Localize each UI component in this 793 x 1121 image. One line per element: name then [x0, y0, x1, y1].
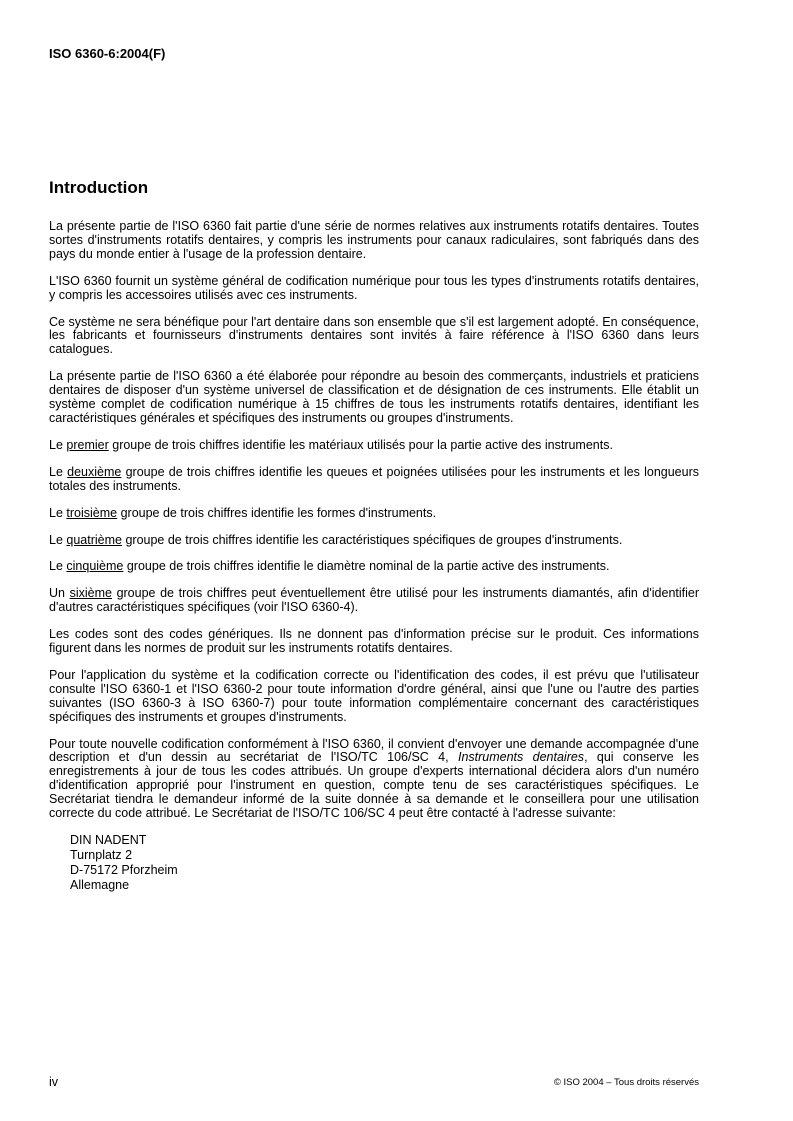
main-content [49, 220, 699, 893]
underlined-term: quatrième [66, 532, 122, 547]
address-block [70, 833, 699, 893]
paragraph: La présente partie de l'ISO 6360 a été élaborée pour répondre au besoin des commerçants, industriels et praticiens dentaires de disposer d'un système universel de classification et de désignation de ces instruments. Elle établit un système complet de codification numérique à 15 chiffres de tous les instruments rotatifs dentaires, identifiant les caractéristiques générales et spécifiques des instruments ou groupes d'instruments. [49, 369, 699, 425]
address-line: D-75172 Pforzheim [70, 863, 178, 877]
paragraph: Le premier groupe de trois chiffres identifie les matériaux utilisés pour la partie active des instruments. [49, 437, 613, 452]
paragraph: Le troisième groupe de trois chiffres identifie les formes d'instruments. [49, 505, 437, 520]
underlined-term: cinquième [66, 559, 124, 574]
page-number: iv [49, 1075, 59, 1089]
underlined-term: deuxième [67, 464, 122, 479]
address-line: Turnplatz 2 [70, 848, 133, 862]
underlined-term: troisième [66, 505, 118, 520]
page-title: Introduction [49, 178, 149, 197]
paragraph: Pour toute nouvelle codification conformément à l'ISO 6360, il convient d'envoyer une demande accompagnée d'une description et d'un dessin au secrétariat de l'ISO/TC 106/SC 4, Instruments dentaires, qui conserve les enregistrements à jour de tous les codes attribués. Un groupe d'experts international décidera alors d'un numéro d'identification approprié pour l'instrument en question, compte tenu de ses caractéristiques spécifiques. Le Secrétariat tiendra le demandeur informé de la suite donnée à sa demande et le conseillera pour une utilisation correcte du code attribué. Le Secrétariat de l'ISO/TC 106/SC 4 peut être contacté à l'adresse suivante: [49, 736, 699, 821]
address-line: Allemagne [70, 878, 130, 892]
italic-title: Instruments dentaires [457, 750, 585, 765]
copyright-notice: © ISO 2004 – Tous droits réservés [553, 1077, 699, 1088]
address-line: DIN NADENT [70, 833, 147, 847]
paragraph: La présente partie de l'ISO 6360 fait partie d'une série de normes relatives aux instruments rotatifs dentaires. Toutes sortes d'instruments rotatifs dentaires, y compris les instruments pour canaux radiculaires, sont fabriqués dans des pays du monde entier à l'usage de la profession dentaire. [49, 219, 699, 261]
document-id: ISO 6360-6:2004(F) [49, 46, 166, 61]
paragraph: Le deuxième groupe de trois chiffres identifie les queues et poignées utilisées pour les instruments et les longueurs totales des instruments. [49, 464, 699, 493]
paragraph: Le cinquième groupe de trois chiffres identifie le diamètre nominal de la partie active des instruments. [49, 559, 610, 574]
paragraph: Ce système ne sera bénéfique pour l'art dentaire dans son ensemble que s'il est largement adopté. En conséquence, les fabricants et fournisseurs d'instruments dentaires sont invités à faire référence à l'ISO 6360 dans leurs catalogues. [49, 314, 699, 357]
paragraph: Le quatrième groupe de trois chiffres identifie les caractéristiques spécifiques de groupes d'instruments. [49, 532, 623, 547]
paragraph: L'ISO 6360 fournit un système général de codification numérique pour tous les types d'instruments rotatifs dentaires, y compris les accessoires utilisés avec ces instruments. [49, 273, 699, 302]
underlined-term: sixième [69, 586, 112, 601]
paragraph: Un sixième groupe de trois chiffres peut éventuellement être utilisé pour les instruments diamantés, afin d'identifier d'autres caractéristiques spécifiques (voir l'ISO 6360-4). [49, 586, 700, 615]
paragraph: Pour l'application du système et la codification correcte ou l'identification des codes, il est prévu que l'utilisateur consulte l'ISO 6360-1 et l'ISO 6360-2 pour toute information d'ordre général, ainsi que l'une ou l'autre des parties suivantes (ISO 6360-3 à ISO 6360-7) pour toute information complémentaire concernant des caractéristiques spécifiques des instruments et groupes d'instruments. [49, 667, 699, 724]
paragraph: Les codes sont des codes génériques. Ils ne donnent pas d'information précise sur le produit. Ces informations figurent dans les normes de produit sur les instruments rotatifs dentaires. [49, 627, 699, 656]
underlined-term: premier [66, 437, 109, 452]
